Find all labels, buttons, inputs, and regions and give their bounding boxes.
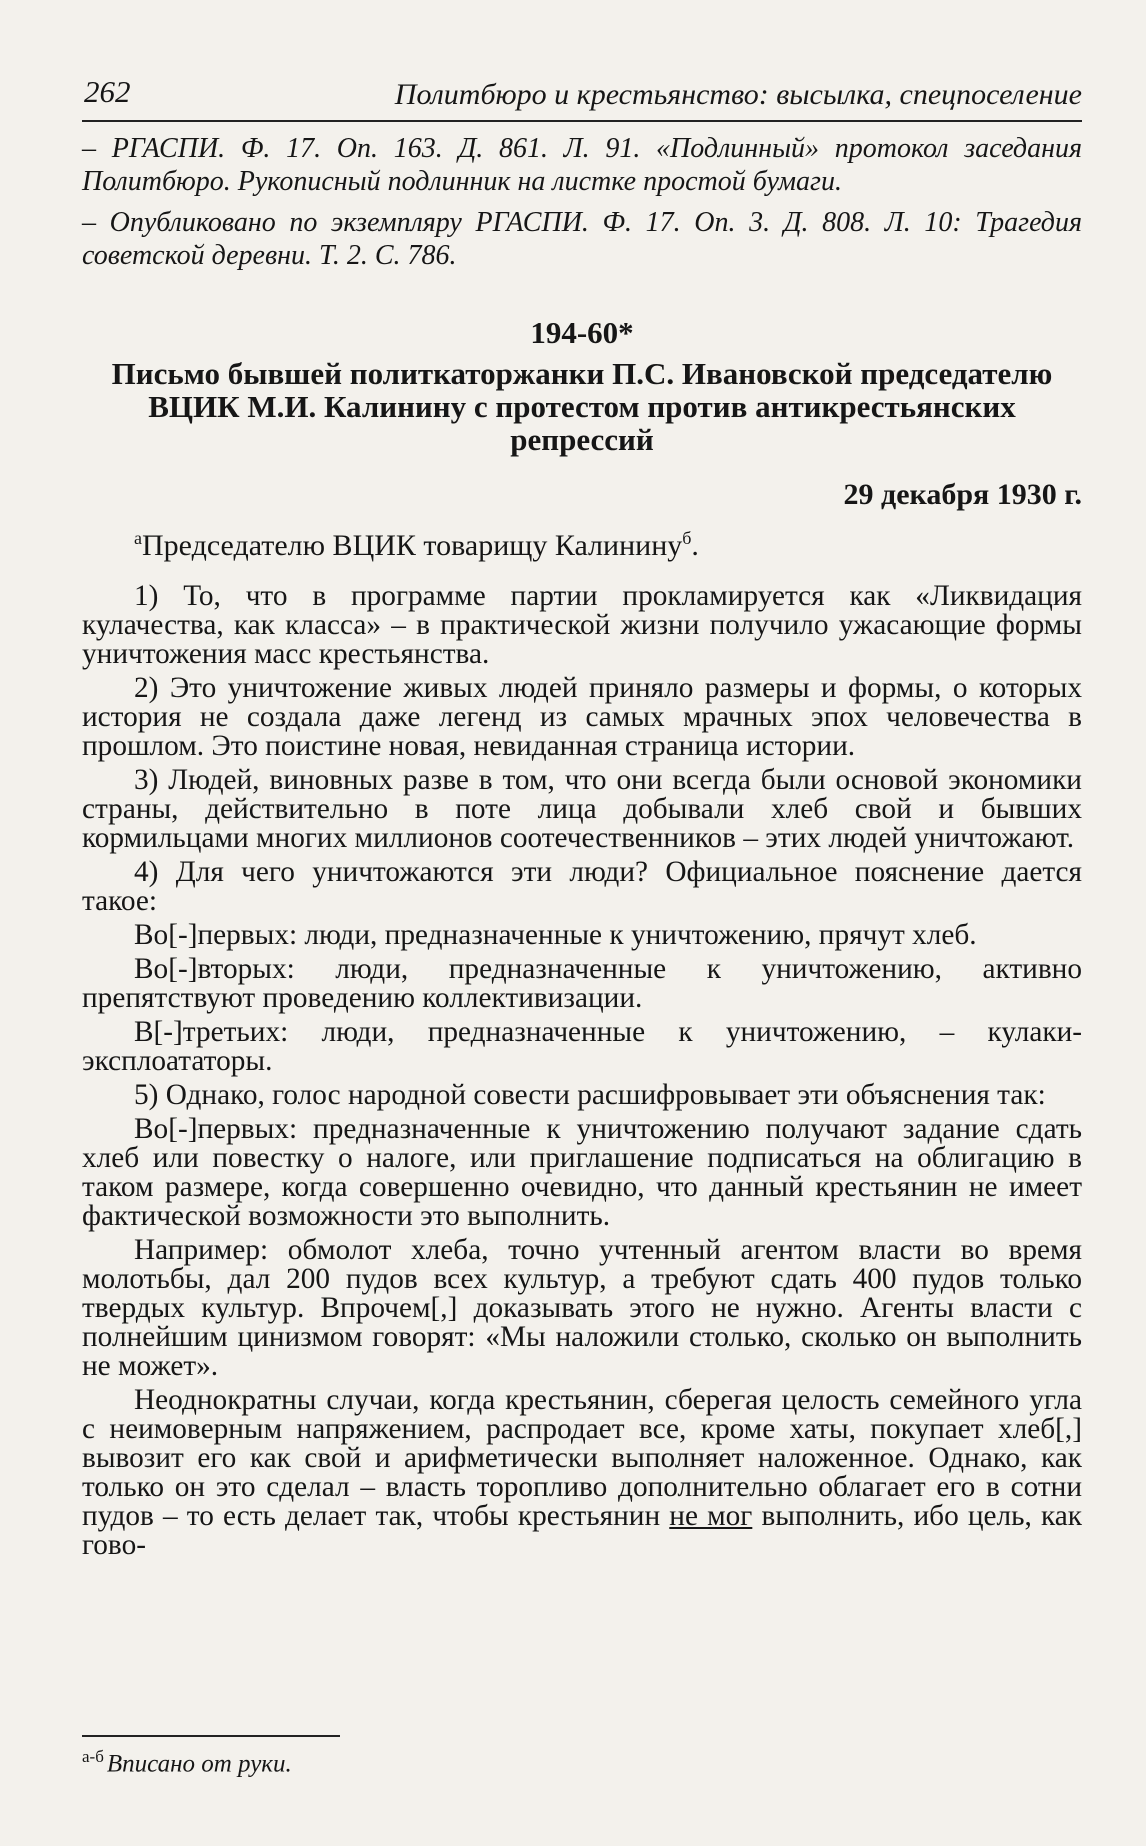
document-number: 194-60*	[530, 315, 634, 350]
running-title: Политбюро и крестьянство: высылка, спецпоселение	[394, 78, 1082, 111]
paragraph-text: выполнить, ибо цель, как гово-	[82, 1500, 1083, 1561]
document-heading	[82, 315, 1082, 456]
paragraph-text: Неоднократны случаи, когда крестьянин, сберегая целость семейного угла с неимоверным напряжением, распродает все, кроме хаты, покупает хлеб[,] вывозит его как свой и арифметически выполняет наложенное. Однако, как только он это сделал – власть торопливо дополнительно облагает его в сотни пудов – то есть делает так, чтобы крестьянин	[82, 1384, 1082, 1532]
paragraph: 5) Однако, голос народной совести расшифровывает эти объяснения так:	[134, 1079, 1046, 1111]
paragraph: Во[-]первых: люди, предназначенные к уничтожению, прячут хлеб.	[134, 919, 977, 951]
paragraph: В[-]третьих: люди, предназначенные к уничтожению, – кулаки-эксплоататоры.	[82, 1016, 1082, 1077]
paragraph: 4) Для чего уничтожаются эти люди? Официальное пояснение дается такое:	[82, 856, 1082, 917]
addressee: $^а$Председателю ВЦИК товарищу Калинину$^б$.	[134, 528, 699, 562]
paragraph	[82, 1386, 1082, 1560]
underlined-text: не мог	[669, 1500, 753, 1532]
paragraph: 2) Это уничтожение живых людей приняло размеры и формы, о которых история не создала даже легенд из самых мрачных эпох человечества в прошлом. Это поистине новая, невиданная страница истории.	[82, 672, 1082, 762]
document-date: 29 декабря 1930 г.	[843, 478, 1082, 511]
footnote	[82, 1747, 292, 1778]
footnote-mark-a: а	[134, 528, 142, 548]
document-title: Письмо бывшей политкаторжанки П.С. Ивановской председателю ВЦИК М.И. Калинину с протестом против антикрестьянских репрессий	[111, 356, 1053, 457]
running-header	[82, 70, 1082, 122]
footnote-text: Вписано от руки.	[106, 1750, 292, 1778]
paragraph: 3) Людей, виновных разве в том, что они всегда были основой экономики страны, действительно в поте лица добывали хлеб свой и бывших кормильцами многих миллионов соотечественников – этих людей уничтожают.	[82, 764, 1082, 854]
archival-sources	[82, 132, 1082, 272]
publication-reference: – Опубликовано по экземпляру РГАСПИ. Ф. 17. Оп. 3. Д. 808. Л. 10: Трагедия советской деревни. Т. 2. С. 786.	[82, 207, 1082, 271]
paragraph: 1) То, что в программе партии прокламируется как «Ликвидация кулачества, как класса» – в практической жизни получило ужасающие формы уничтожения масс крестьянства.	[82, 580, 1082, 670]
footnote-divider	[82, 1735, 340, 1737]
document-date-block	[82, 478, 1082, 512]
addressee-text: Председателю ВЦИК товарищу Калинину	[142, 529, 683, 562]
paragraph: Во[-]первых: предназначенные к уничтожению получают задание сдать хлеб или повестку о налоге, или приглашение подписаться на облигацию в таком размере, когда совершенно очевидно, что данный крестьянин не имеет фактической возможности это выполнить.	[82, 1113, 1082, 1232]
page-number: 262	[84, 74, 131, 109]
letter-body	[82, 582, 1082, 1565]
footnote-mark: а-б	[82, 1747, 104, 1766]
paragraph: Например: обмолот хлеба, точно учтенный агентом власти во время молотьбы, дал 200 пудов всех культур, а требуют сдать 400 пудов только твердых культур. Впрочем[,] доказывать этого не нужно. Агенты власти с полнейшим цинизмом говорят: «Мы наложили столько, сколько он выполнить не может».	[82, 1234, 1082, 1382]
source-reference: – РГАСПИ. Ф. 17. Оп. 163. Д. 861. Л. 91. «Подлинный» протокол заседания Политбюро. Рукописный подлинник на листке простой бумаги.	[82, 133, 1082, 197]
footnote-mark-b: б	[682, 528, 692, 548]
addressee-line	[82, 528, 1082, 563]
paragraph: Во[-]вторых: люди, предназначенные к уничтожению, активно препятствуют проведению коллективизации.	[82, 953, 1082, 1014]
